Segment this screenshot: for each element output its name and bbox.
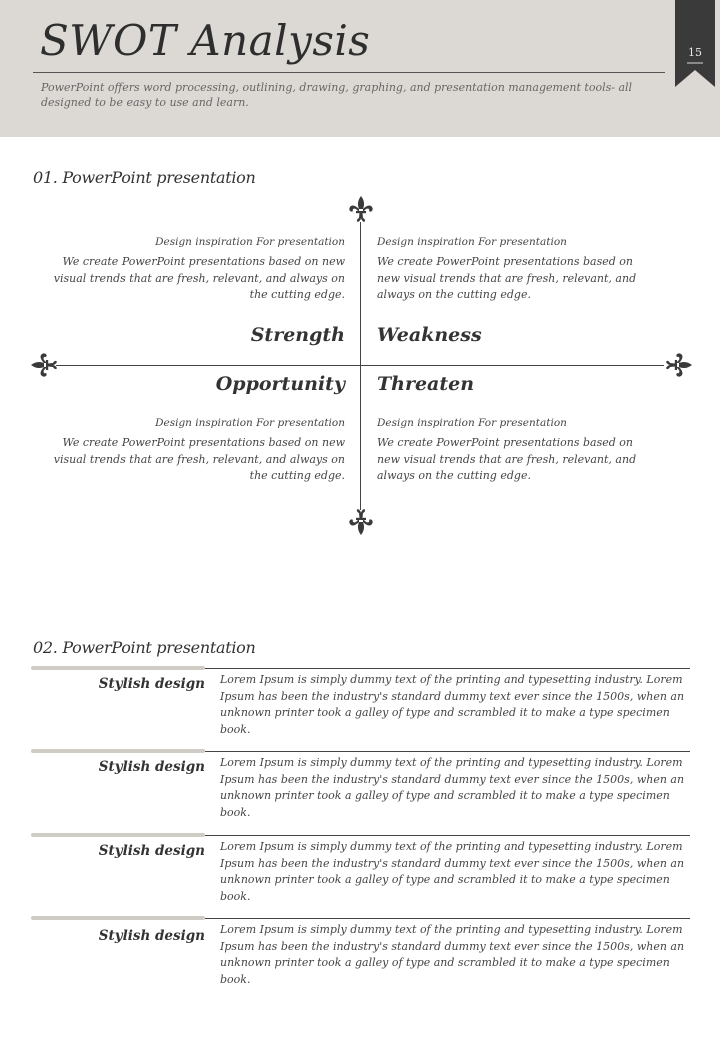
strength-body: We create PowerPoint presentations based on new visual trends that are fresh, relevant, and always on the cutting edge. [53, 255, 345, 301]
row-divider [205, 835, 690, 836]
section-1-title: 01. PowerPoint presentation [33, 168, 256, 187]
page-number: 15 [688, 46, 702, 59]
row-accent-bar [31, 749, 205, 753]
row-text: Lorem Ipsum is simply dummy text of the printing and typesetting industry. Lorem Ipsum has been the industry's standard dummy text ever since the 1500s, when an unknown printer took a galley of type and scrambled it to make a type specimen book. [220, 756, 685, 819]
threaten-heading: Design inspiration For presentation [377, 417, 567, 429]
header-divider [33, 72, 665, 73]
threaten-body: We create PowerPoint presentations based on new visual trends that are fresh, relevant, and always on the cutting edge. [377, 436, 637, 482]
fleur-de-lis-icon [347, 195, 375, 223]
row-text: Lorem Ipsum is simply dummy text of the printing and typesetting industry. Lorem Ipsum has been the industry's standard dummy text ever since the 1500s, when an unknown printer took a galley of type and scrambled it to make a type specimen book. [220, 923, 685, 986]
row-divider [205, 918, 690, 919]
weakness-label: Weakness [377, 324, 482, 346]
row-accent-bar [31, 666, 205, 670]
weakness-heading: Design inspiration For presentation [377, 236, 567, 248]
bookmark-ribbon-icon [675, 0, 715, 87]
page-title: SWOT Analysis [40, 16, 371, 65]
row-text: Lorem Ipsum is simply dummy text of the printing and typesetting industry. Lorem Ipsum has been the industry's standard dummy text ever since the 1500s, when an unknown printer took a galley of type and scrambled it to make a type specimen book. [220, 673, 685, 736]
strength-label: Strength [250, 324, 345, 346]
row-label: Stylish design [98, 676, 205, 692]
weakness-body: We create PowerPoint presentations based on new visual trends that are fresh, relevant, and always on the cutting edge. [377, 255, 637, 301]
row-label: Stylish design [98, 759, 205, 775]
fleur-de-lis-icon [30, 351, 58, 379]
fleur-de-lis-icon [347, 508, 375, 536]
swot-horizontal-axis [56, 365, 664, 366]
row-label: Stylish design [98, 843, 205, 859]
opportunity-label: Opportunity [215, 373, 345, 395]
row-divider [205, 751, 690, 752]
threaten-label: Threaten [377, 373, 475, 395]
row-accent-bar [31, 916, 205, 920]
fleur-de-lis-icon [665, 351, 693, 379]
page-subtitle: PowerPoint offers word processing, outlining, drawing, graphing, and presentation management tools- all designed to be easy to use and learn. [41, 81, 633, 109]
row-accent-bar [31, 833, 205, 837]
opportunity-heading: Design inspiration For presentation [155, 417, 345, 429]
strength-heading: Design inspiration For presentation [155, 236, 345, 248]
swot-vertical-axis [360, 222, 361, 510]
section-2-title: 02. PowerPoint presentation [33, 638, 256, 657]
row-text: Lorem Ipsum is simply dummy text of the printing and typesetting industry. Lorem Ipsum has been the industry's standard dummy text ever since the 1500s, when an unknown printer took a galley of type and scrambled it to make a type specimen book. [220, 840, 685, 903]
row-divider [205, 668, 690, 669]
row-label: Stylish design [98, 928, 205, 944]
opportunity-body: We create PowerPoint presentations based on new visual trends that are fresh, relevant, and always on the cutting edge. [53, 436, 345, 482]
